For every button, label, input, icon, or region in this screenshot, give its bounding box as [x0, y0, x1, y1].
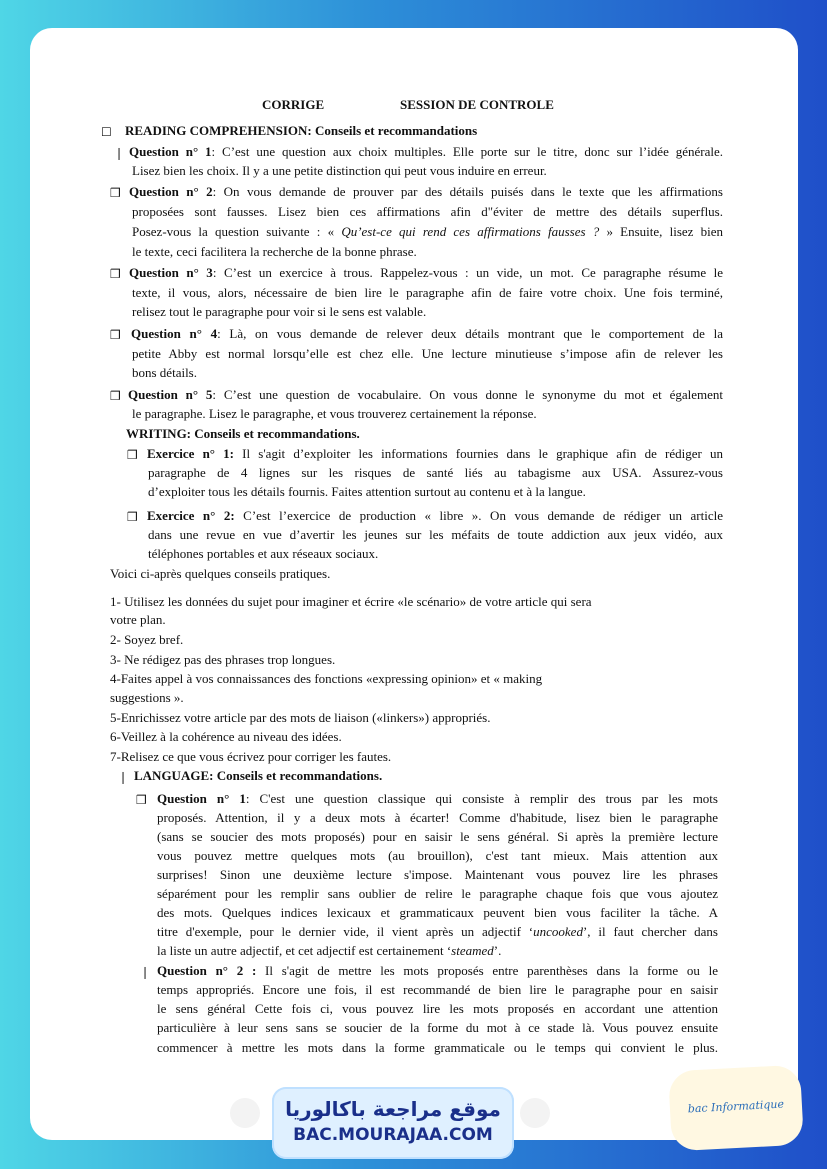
- header-session: SESSION DE CONTROLE: [400, 97, 554, 112]
- banner-url[interactable]: BAC.MOURAJAA.COM: [293, 1125, 493, 1145]
- reading-q1-line1: Question n° 1: C’est une question aux choix multiples. Elle porte sur le titre, donc sur l’idée générale.: [129, 144, 723, 159]
- reading-q5-line1: Question n° 5: C’est une question de vocabulaire. On vous donne le synonyme du mot et également: [128, 387, 723, 402]
- tip-line: 6-Veillez à la cohérence au niveau des idées.: [110, 729, 342, 744]
- language-q1-line: proposés. Attention, il y a deux mots à écarter! Comme d'habitude, lisez bien le paragraphe: [157, 810, 718, 825]
- bullet-icon: ❒: [136, 793, 147, 807]
- language-q1-line: surprises! Sinon une deuxième lecture s'impose. Maintenant vous pouvez lire les phrases: [157, 867, 718, 882]
- reading-q2-line3: Posez-vous la question suivante : « Qu’est-ce qui rend ces affirmations fausses ? » Ensuite, lisez bien: [132, 224, 724, 239]
- book-logo-icon: [230, 1098, 260, 1128]
- writing-ex1-line3: d’exploiter tous les détails fournis. Faites attention surtout au contenu et à la langue.: [148, 484, 586, 499]
- bullet-icon: ❒: [110, 267, 121, 281]
- reading-q2-line2: proposées sont fausses. Lisez bien ces affirmations afin d"éviter de mettre des détails superflus.: [132, 204, 723, 219]
- language-q1-line8: titre d'exemple, pour le dernier vide, il vient après un adjectif ‘uncooked’, il faut chercher dans: [157, 924, 718, 939]
- badge-text: bac Informatique: [687, 1097, 785, 1116]
- site-banner[interactable]: [272, 1087, 514, 1159]
- language-q2-line: commencer à mettre les mots dans la forme grammaticale ou le temps qui convient le plus.: [157, 1040, 718, 1055]
- reading-q1-line2: Lisez bien les choix. Il y a une petite distinction qui peut vous induire en erreur.: [132, 163, 547, 178]
- tip-line: 2- Soyez bref.: [110, 632, 184, 647]
- tip-line: 1- Utilisez les données du sujet pour imaginer et écrire «le scénario» de votre article qui sera: [110, 594, 592, 609]
- language-title: LANGUAGE: Conseils et recommandations.: [134, 768, 383, 783]
- language-q1-line1: Question n° 1: C'est une question classique qui consiste à remplir des trous par les mots: [157, 791, 718, 806]
- bullet-icon: ❒: [110, 328, 121, 342]
- bullet-icon: ❒: [127, 510, 138, 524]
- tip-line: 3- Ne rédigez pas des phrases trop longues.: [110, 652, 336, 667]
- language-q1-line9: la liste un autre adjectif, et cet adjectif est certainement ‘steamed’.: [157, 943, 502, 958]
- bullet-icon: ☐: [101, 125, 112, 139]
- writing-ex1-line1: Exercice n° 1: Il s'agit d’exploiter les informations fournies dans le graphique afin de rédiger un: [147, 446, 724, 461]
- reading-q4-line3: bons détails.: [132, 365, 197, 380]
- reading-q3-line2: texte, il vous, alors, nécessaire de bien lire le paragraphe afin de faire votre choix. Une fois terminé,: [132, 285, 723, 300]
- writing-title: WRITING: Conseils et recommandations.: [126, 426, 360, 441]
- bac-informatique-badge: [668, 1065, 804, 1152]
- language-q1-line: (sans se soucier des mots proposés) pour en saisir le sens général. Si après la première lecture: [157, 829, 718, 844]
- language-q2-line: temps appropriés. Encore une fois, il est recommandé de bien lire le paragraphe pour en saisir: [157, 982, 718, 997]
- writing-ex1-line2: paragraphe de 4 lignes sur les risques de santé liés au tabagisme aux USA. Assurez-vous: [148, 465, 723, 480]
- reading-q3-line3: relisez tout le paragraphe pour voir si le sens est valable.: [132, 304, 427, 319]
- writing-ex2-line3: téléphones portables et aux réseaux sociaux.: [148, 546, 379, 561]
- bullet-icon: ❘: [114, 146, 125, 160]
- bullet-icon: ❒: [110, 186, 121, 200]
- reading-q4-line2: petite Abby est normal lorsqu’elle est chez elle. Une lecture minutieuse s’impose afin de relever les: [132, 346, 723, 361]
- bullet-icon: ❒: [110, 389, 121, 403]
- reading-q2-line4: le texte, ceci facilitera la recherche de la bonne phrase.: [132, 244, 417, 259]
- language-q2-line: particulière à leur sens sans se soucier de la forme du mot à ce stade là. Vous pouvez ensuite: [157, 1020, 718, 1035]
- banner-arabic-title: موقع مراجعة باكالوريا: [285, 1097, 501, 1121]
- tip-line: 5-Enrichissez votre article par des mots de liaison («linkers») appropriés.: [110, 710, 491, 725]
- writing-intro: Voici ci-après quelques conseils pratiques.: [110, 566, 331, 581]
- reading-q4-line1: Question n° 4: Là, on vous demande de relever deux détails montrant que le comportement de la: [131, 326, 723, 341]
- language-q2-line: le sens général Cette fois ci, vous pouvez lire les mots proposés en accordant une attention: [157, 1001, 718, 1016]
- language-q1-line: des mots. Quelques indices lexicaux et grammaticaux peuvent bien vous faciliter la tâche. A: [157, 905, 718, 920]
- writing-ex2-line2: dans une revue en vue d’avertir les jeunes sur les méfaits de toute addiction aux jeux vidéo, aux: [148, 527, 723, 542]
- header-corrige: CORRIGE: [262, 97, 325, 112]
- bullet-icon: ❘: [140, 965, 151, 979]
- language-q1-line: séparément pour les remplir sans oublier de relire le paragraphe chaque fois que vous ajoutez: [157, 886, 718, 901]
- tip-line: 7-Relisez ce que vous écrivez pour corriger les fautes.: [110, 749, 392, 764]
- bullet-icon: ❒: [127, 448, 138, 462]
- reading-q3-line1: Question n° 3: C’est un exercice à trous. Rappelez-vous : un vide, un mot. Ce paragraphe résume le: [129, 265, 723, 280]
- tip-line: votre plan.: [110, 612, 166, 627]
- tip-line: suggestions ».: [110, 690, 184, 705]
- reading-title: READING COMPREHENSION: Conseils et recommandations: [125, 123, 478, 138]
- tip-line: 4-Faites appel à vos connaissances des fonctions «expressing opinion» et « making: [110, 671, 543, 686]
- reading-q5-line2: le paragraphe. Lisez le paragraphe, et vous trouverez certainement la réponse.: [132, 406, 537, 421]
- writing-ex2-line1: Exercice n° 2: C’est l’exercice de production « libre ». On vous demande de rédiger un article: [147, 508, 724, 523]
- book-logo-icon: [520, 1098, 550, 1128]
- reading-q2-line1: Question n° 2: On vous demande de prouver par des détails puisés dans le texte que les affirmations: [129, 184, 723, 199]
- bullet-icon: ❘: [118, 770, 129, 784]
- language-q1-line: vous pouvez mettre quelques mots (au brouillon), c'est tant mieux. Mais attention aux: [157, 848, 718, 863]
- language-q2-line1: Question n° 2 : Il s'agit de mettre les mots proposés entre parenthèses dans la forme ou le: [157, 963, 718, 978]
